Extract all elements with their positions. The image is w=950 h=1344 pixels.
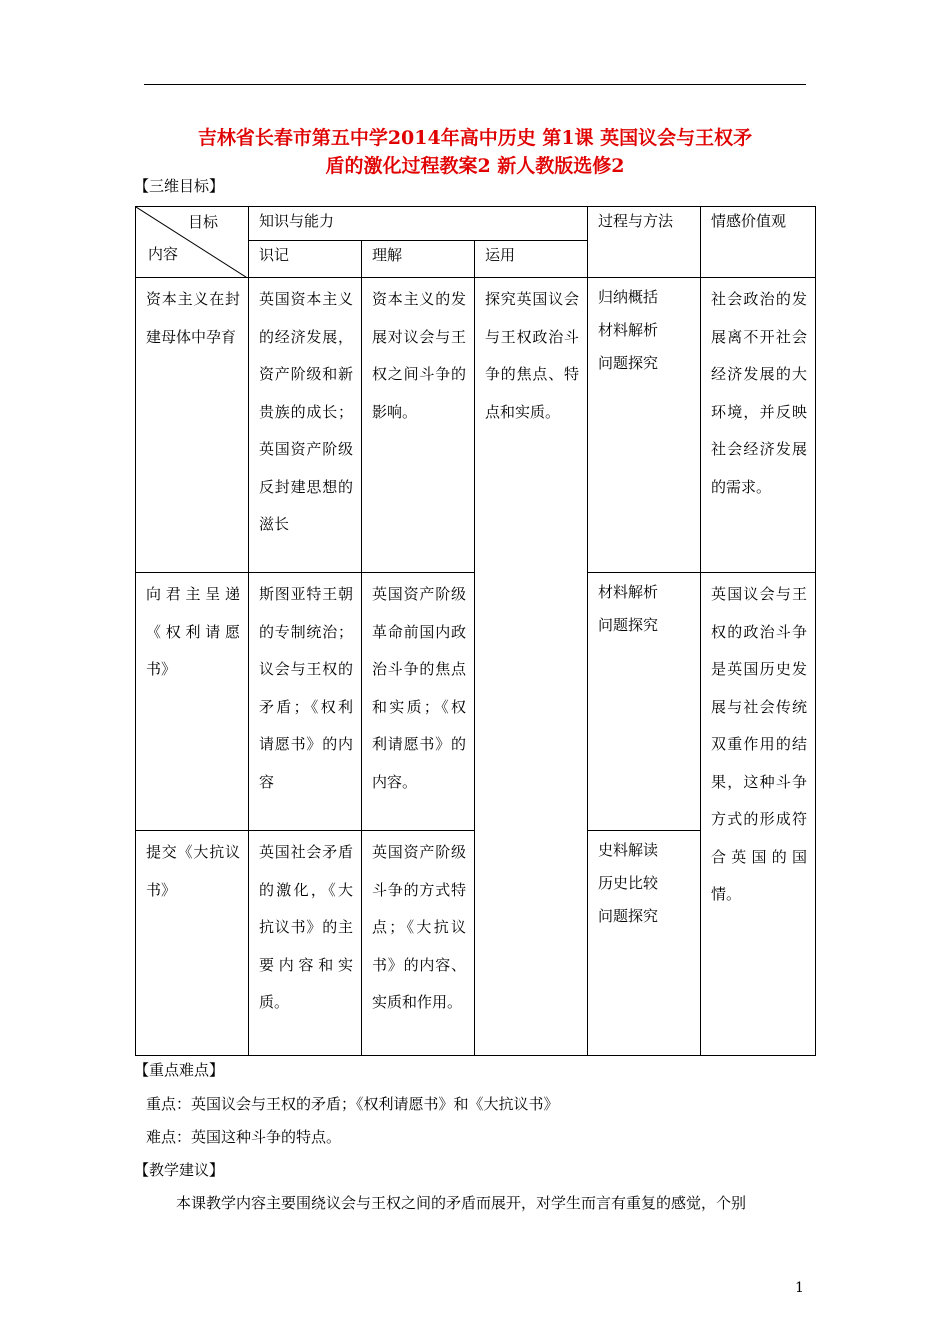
section-goals-heading: 【三维目标】: [134, 177, 225, 195]
row-content: 向君主呈递《权利请愿书》: [146, 585, 240, 678]
advice-paragraph: 本课教学内容主要围绕议会与王权之间的矛盾而展开，对学生而言有重复的感觉，个别: [176, 1194, 747, 1212]
goals-table: [135, 206, 816, 1056]
page-number: 1: [795, 1280, 804, 1296]
header-emotion: 情感价值观: [711, 212, 787, 230]
title-line-1: 吉林省长春市第五中学2014年高中历史 第1课 英国议会与王权矛: [197, 127, 753, 149]
document-title: [140, 124, 810, 180]
row-recall: 英国资本主义的经济发展，资产阶级和新贵族的成长；英国资产阶级反封建思想的滋长: [259, 290, 353, 533]
emotion-cell-1: 社会政治的发展离不开社会经济发展的大环境，并反映社会经济发展的需求。: [711, 290, 808, 496]
section-key-points-heading: 【重点难点】: [134, 1061, 225, 1079]
section-advice-heading: 【教学建议】: [134, 1161, 225, 1179]
apply-cell: 探究英国议会与王权政治斗争的焦点、特点和实质。: [485, 290, 580, 421]
emotion-cell-2: 英国议会与王权的政治斗争是英国历史发展与社会传统双重作用的结果，这种斗争方式的形成符合英国的国情。: [711, 585, 808, 903]
header-content-label: 内容: [148, 245, 179, 263]
row-content: 提交《大抗议书》: [146, 843, 240, 899]
row-recall: 斯图亚特王朝的专制统治；议会与王权的矛盾；《权利请愿书》的内容: [259, 585, 353, 791]
header-goal-label: 目标: [188, 213, 219, 231]
diagonal-header-cell: [136, 207, 249, 278]
header-process: 过程与方法: [598, 212, 674, 230]
title-line-2: 盾的激化过程教案2 新人教版选修2: [325, 155, 625, 177]
header-understand: 理解: [372, 246, 403, 264]
key-point-line: 重点：英国议会与王权的矛盾；《权利请愿书》和《大抗议书》: [146, 1095, 559, 1113]
header-rule: [144, 84, 806, 85]
row-recall: 英国社会矛盾的激化，《大抗议书》的主要内容和实质。: [259, 843, 353, 1011]
row-content: 资本主义在封建母体中孕育: [146, 290, 240, 346]
row-process: 材料解析 问题探究: [598, 583, 659, 634]
row-process: 归纳概括 材料解析 问题探究: [598, 288, 659, 372]
row-process: 史料解读 历史比较 问题探究: [598, 841, 659, 925]
row-understand: 资本主义的发展对议会与王权之间斗争的影响。: [372, 290, 466, 421]
header-knowledge: 知识与能力: [259, 212, 335, 230]
table-row: [136, 278, 816, 573]
difficult-point-line: 难点：英国这种斗争的特点。: [146, 1128, 342, 1146]
row-understand: 英国资产阶级斗争的方式特点；《大抗议书》的内容、实质和作用。: [372, 843, 466, 1011]
row-understand: 英国资产阶级革命前国内政治斗争的焦点和实质；《权利请愿书》的内容。: [372, 585, 466, 791]
header-apply: 运用: [485, 246, 516, 264]
header-recall: 识记: [259, 246, 290, 264]
